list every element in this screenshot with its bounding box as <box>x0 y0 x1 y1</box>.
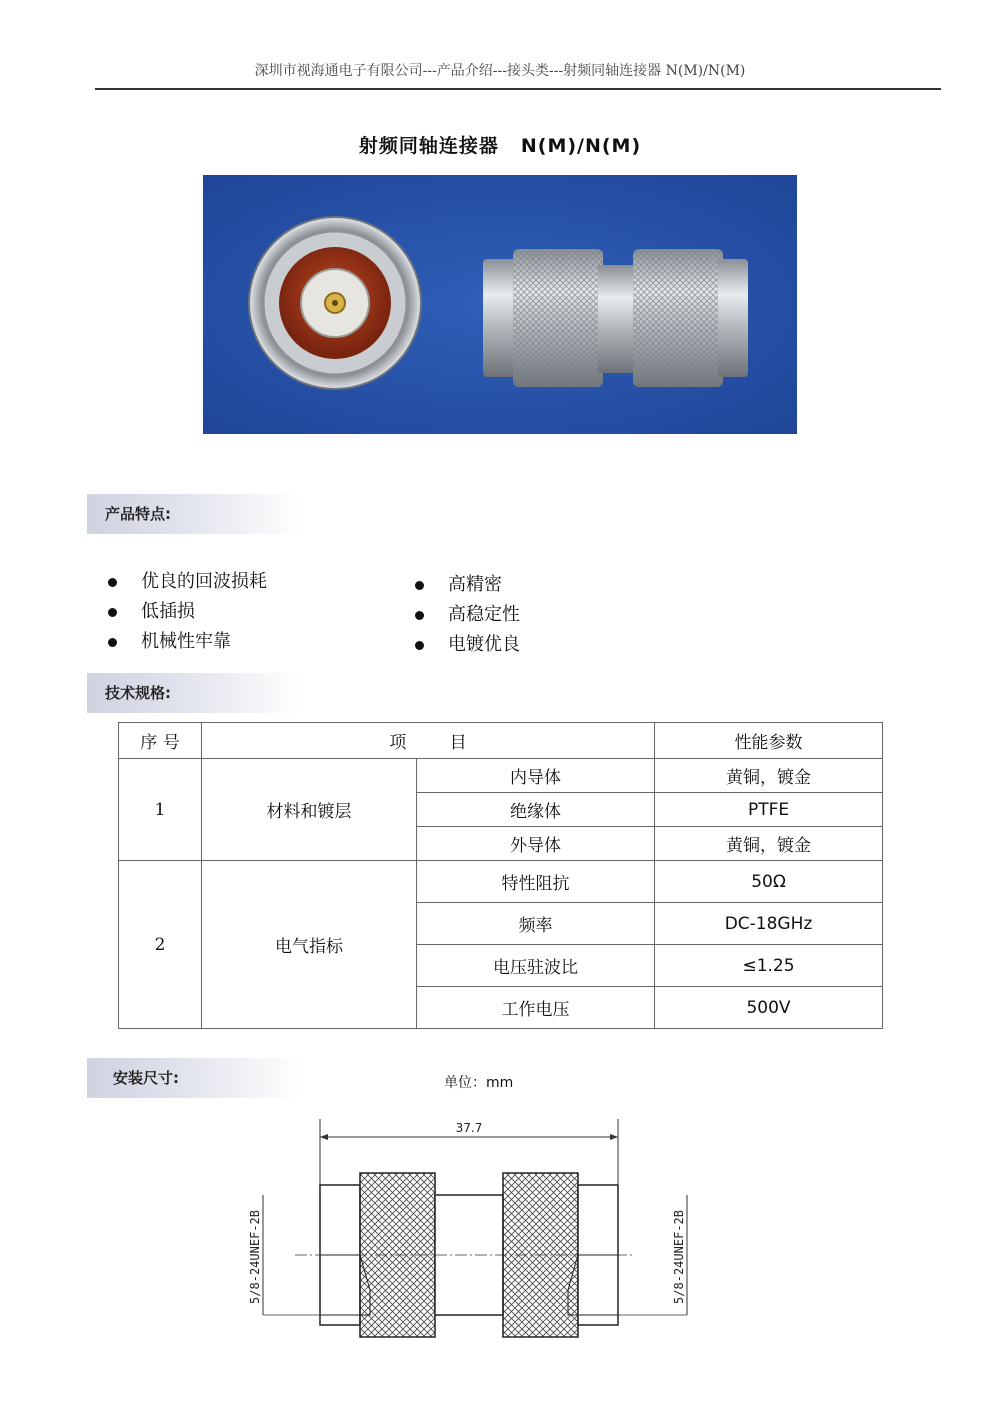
table-row <box>119 759 883 793</box>
spec-value: 黄铜，镀金 <box>655 827 883 861</box>
group-name: 材料和镀层 <box>202 759 417 861</box>
spec-value: PTFE <box>655 793 883 827</box>
header-item: 项 目 <box>202 723 655 759</box>
feature-text: 高稳定性 <box>448 604 520 625</box>
bullet-icon <box>108 608 117 617</box>
product-photo <box>203 175 797 434</box>
unit-label: 单位：mm <box>444 1075 514 1091</box>
length-dimension: 37.7 <box>455 1121 483 1135</box>
header-no: 序 号 <box>119 723 202 759</box>
thread-label-left: 5/8-24UNEF-2B <box>248 1210 262 1304</box>
feature-item <box>108 597 267 627</box>
bullet-icon <box>415 581 424 590</box>
spec-table <box>118 722 883 1029</box>
spec-item: 外导体 <box>417 827 655 861</box>
thread-label-right: 5/8-24UNEF-2B <box>672 1210 686 1304</box>
feature-text: 机械性牢靠 <box>141 631 231 652</box>
features-section-label: 产品特点: <box>105 505 171 523</box>
spec-value: DC-18GHz <box>655 903 883 945</box>
product-model: N(M)/N(M) <box>520 135 642 157</box>
install-section-label: 安装尺寸: <box>113 1069 179 1087</box>
feature-text: 高精密 <box>448 574 502 595</box>
spec-section-label: 技术规格: <box>105 684 171 702</box>
spec-item: 电压驻波比 <box>417 945 655 987</box>
page-header: 深圳市视海通电子有限公司---产品介绍---接头类---射频同轴连接器 N(M)/N(M) <box>254 63 746 79</box>
feature-text: 电镀优良 <box>448 634 520 655</box>
spec-item: 频率 <box>417 903 655 945</box>
spec-value: 50Ω <box>655 861 883 903</box>
dimension-drawing <box>235 1105 715 1345</box>
table-row <box>119 861 883 903</box>
spec-item: 绝缘体 <box>417 793 655 827</box>
bullet-icon <box>415 641 424 650</box>
spec-section-heading <box>87 673 302 713</box>
feature-text: 优良的回波损耗 <box>141 571 267 592</box>
spec-item: 内导体 <box>417 759 655 793</box>
features-section-heading <box>87 494 302 534</box>
product-title <box>0 131 1000 158</box>
feature-text: 低插损 <box>141 601 195 622</box>
group-number: 2 <box>119 861 202 1029</box>
spec-value: 黄铜，镀金 <box>655 759 883 793</box>
feature-item <box>415 600 520 630</box>
bullet-icon <box>415 611 424 620</box>
header-value: 性能参数 <box>655 723 883 759</box>
feature-item <box>108 567 267 597</box>
feature-item <box>415 570 520 600</box>
feature-item <box>108 627 267 657</box>
table-header-row <box>119 723 883 759</box>
features-list-right <box>415 570 520 660</box>
bullet-icon <box>108 638 117 647</box>
header-divider <box>95 88 941 90</box>
group-number: 1 <box>119 759 202 861</box>
install-section-heading <box>87 1058 302 1098</box>
product-name: 射频同轴连接器 <box>358 135 499 157</box>
group-name: 电气指标 <box>202 861 417 1029</box>
spec-value: 500V <box>655 987 883 1029</box>
spec-item: 工作电压 <box>417 987 655 1029</box>
spec-value: ≤1.25 <box>655 945 883 987</box>
bullet-icon <box>108 578 117 587</box>
feature-item <box>415 630 520 660</box>
features-list-left <box>108 567 267 657</box>
spec-item: 特性阻抗 <box>417 861 655 903</box>
